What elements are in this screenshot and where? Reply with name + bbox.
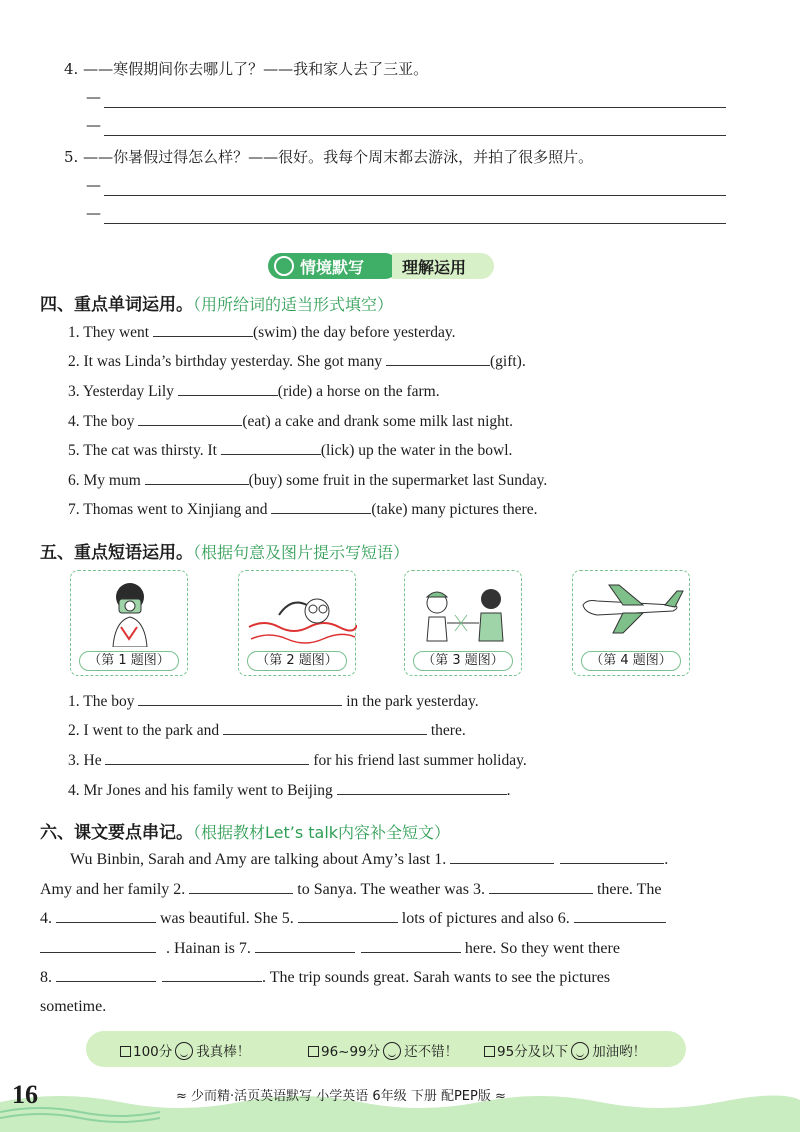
picture-caption: （第 1 题图） xyxy=(79,651,179,671)
picture-caption: （第 3 题图） xyxy=(413,651,513,671)
friends-illustration xyxy=(405,575,523,647)
picture-4 xyxy=(572,570,690,676)
fill-blank[interactable] xyxy=(189,879,293,894)
passage-line: . Hainan is 7. here. So they went there xyxy=(40,938,620,958)
page-number: 16 xyxy=(12,1080,38,1109)
fill-blank[interactable] xyxy=(162,967,262,982)
self-assessment-bar xyxy=(86,1031,686,1067)
word-exercise-item: 4. The boy (eat) a cake and drank some milk last night. xyxy=(68,413,514,430)
section-banner xyxy=(268,251,494,281)
fill-blank[interactable] xyxy=(138,411,242,426)
passage-line: sometime. xyxy=(40,998,107,1015)
phrase-exercise-item: 1. The boy in the park yesterday. xyxy=(68,693,479,710)
picture-caption: （第 4 题图） xyxy=(581,651,681,671)
fill-blank[interactable] xyxy=(221,440,321,455)
fill-blank[interactable] xyxy=(56,967,156,982)
fill-blank[interactable] xyxy=(40,938,156,953)
checkbox[interactable] xyxy=(484,1046,495,1057)
word-exercise-item: 6. My mum (buy) some fruit in the supermarket last Sunday. xyxy=(68,472,548,489)
airplane-illustration xyxy=(573,575,691,647)
fill-blank[interactable] xyxy=(450,849,554,864)
fill-blank[interactable] xyxy=(386,351,490,366)
score-option-2[interactable]: 96~99分 还不错！ xyxy=(308,1040,458,1060)
answer-line[interactable]: — xyxy=(86,88,726,110)
fill-blank[interactable] xyxy=(337,780,507,795)
translation-question-4: 4. ——寒假期间你去哪儿了？——我和家人去了三亚。 xyxy=(64,60,429,78)
picture-caption: （第 2 题图） xyxy=(247,651,347,671)
fill-blank[interactable] xyxy=(271,499,371,514)
fill-blank[interactable] xyxy=(361,938,461,953)
answer-line[interactable]: — xyxy=(86,116,726,138)
passage-line: 8. . The trip sounds great. Sarah wants to see the pictures xyxy=(40,969,611,986)
fill-blank[interactable] xyxy=(105,750,309,765)
checkbox[interactable] xyxy=(120,1046,131,1057)
fill-blank[interactable] xyxy=(574,908,666,923)
phrase-exercise-item: 2. I went to the park and there. xyxy=(68,722,466,739)
picture-1 xyxy=(70,570,188,676)
phrase-exercise-item: 3. He for his friend last summer holiday. xyxy=(68,752,527,769)
fill-blank[interactable] xyxy=(489,879,593,894)
fill-blank[interactable] xyxy=(560,849,664,864)
fill-blank[interactable] xyxy=(255,938,355,953)
checkbox[interactable] xyxy=(308,1046,319,1057)
fill-blank[interactable] xyxy=(178,381,278,396)
section-4-title: 四、重点单词运用。（用所给词的适当形式填空） xyxy=(40,295,394,315)
passage-line: Wu Binbin, Sarah and Amy are talking about Amy’s last 1. . xyxy=(70,851,669,868)
section-6-title: 六、课文要点串记。（根据教材Let’s talk内容补全短文） xyxy=(40,823,451,843)
smiley-icon xyxy=(175,1042,193,1060)
answer-line[interactable]: — xyxy=(86,204,726,226)
score-option-3[interactable]: 95分及以下 加油哟！ xyxy=(484,1040,646,1060)
score-option-1[interactable]: 100分 我真棒！ xyxy=(120,1040,250,1060)
clock-icon xyxy=(274,256,294,276)
banner-left-label: 情境默写 xyxy=(300,258,365,277)
cheer-face-icon xyxy=(571,1042,589,1060)
word-exercise-item: 2. It was Linda’s birthday yesterday. She got many (gift). xyxy=(68,353,526,370)
banner-right-label: 理解运用 xyxy=(402,258,467,277)
section-5-title: 五、重点短语运用。（根据句意及图片提示写短语） xyxy=(40,543,410,563)
picture-2 xyxy=(238,570,356,676)
swimmer-illustration xyxy=(239,575,357,647)
answer-line[interactable]: — xyxy=(86,176,726,198)
boy-camera-illustration xyxy=(71,575,189,647)
fill-blank[interactable] xyxy=(298,908,398,923)
fill-blank[interactable] xyxy=(145,470,249,485)
fill-blank[interactable] xyxy=(153,322,253,337)
phrase-exercise-item: 4. Mr Jones and his family went to Beijing . xyxy=(68,782,511,799)
smiley-icon xyxy=(383,1042,401,1060)
word-exercise-item: 1. They went (swim) the day before yesterday. xyxy=(68,324,456,341)
word-exercise-item: 3. Yesterday Lily (ride) a horse on the farm. xyxy=(68,383,440,400)
fill-blank[interactable] xyxy=(223,720,427,735)
passage-line: Amy and her family 2. to Sanya. The weather was 3. there. The xyxy=(40,881,662,898)
word-exercise-item: 7. Thomas went to Xinjiang and (take) many pictures there. xyxy=(68,501,538,518)
footer-book-title: ≈ 少而精·活页英语默写 小学英语 6年级 下册 配PEP版 ≈ xyxy=(176,1089,506,1104)
fill-blank[interactable] xyxy=(56,908,156,923)
passage-line: 4. was beautiful. She 5. lots of pictures and also 6. xyxy=(40,908,666,928)
picture-3 xyxy=(404,570,522,676)
translation-question-5: 5. ——你暑假过得怎么样？——很好。我每个周末都去游泳，并拍了很多照片。 xyxy=(64,148,594,166)
word-exercise-item: 5. The cat was thirsty. It (lick) up the water in the bowl. xyxy=(68,442,513,459)
fill-blank[interactable] xyxy=(138,691,342,706)
